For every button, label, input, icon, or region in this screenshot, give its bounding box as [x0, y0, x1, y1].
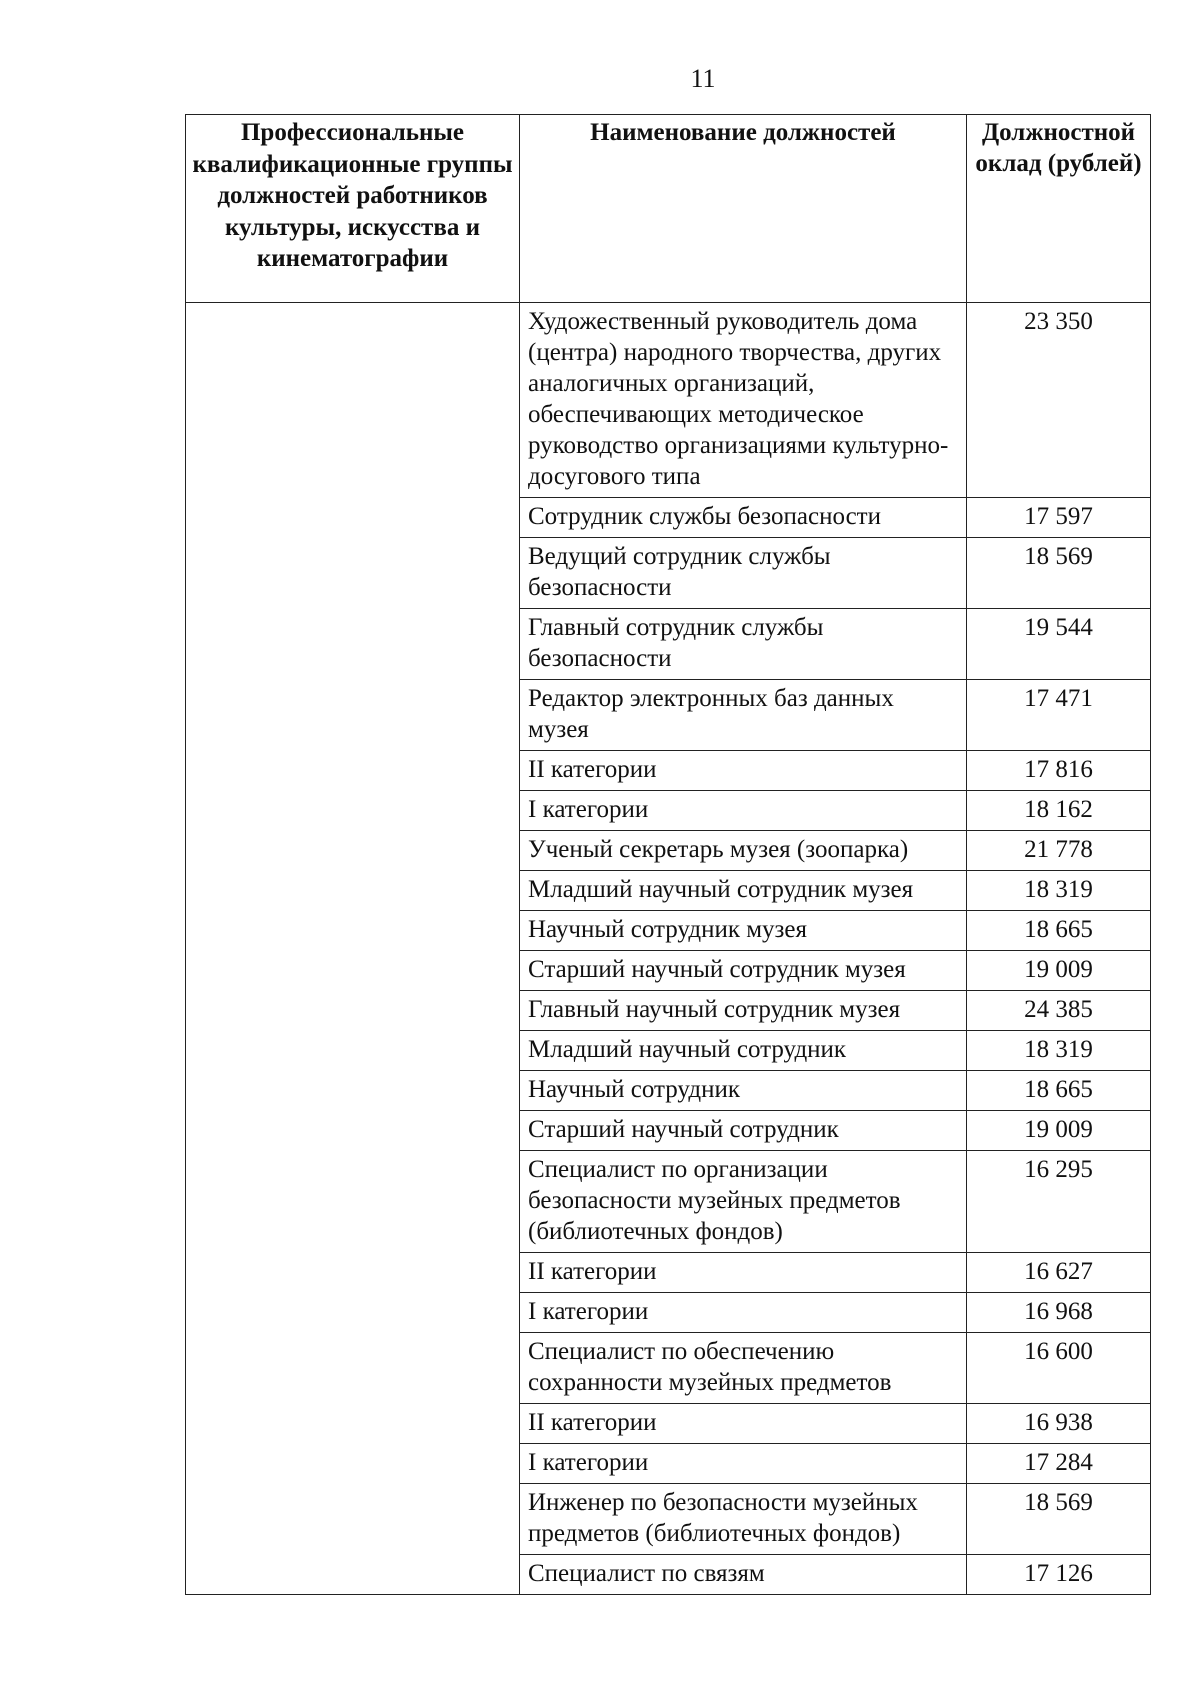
salary-cell: 18 569	[967, 538, 1151, 609]
salary-table	[185, 114, 1151, 1595]
table-body	[186, 303, 1151, 1595]
salary-cell: 19 544	[967, 609, 1151, 680]
position-cell: I категории	[520, 791, 967, 831]
position-cell: II категории	[520, 751, 967, 791]
position-cell: Сотрудник службы безопасности	[520, 498, 967, 538]
salary-cell: 17 597	[967, 498, 1151, 538]
position-cell: Инженер по безопасности музейных предметов (библиотечных фондов)	[520, 1484, 967, 1555]
position-cell: Старший научный сотрудник	[520, 1111, 967, 1151]
position-cell: I категории	[520, 1293, 967, 1333]
position-cell: I категории	[520, 1444, 967, 1484]
salary-cell: 18 319	[967, 1031, 1151, 1071]
position-cell: Младший научный сотрудник	[520, 1031, 967, 1071]
table-row	[186, 303, 1151, 498]
salary-cell: 18 569	[967, 1484, 1151, 1555]
position-cell: Специалист по связям	[520, 1555, 967, 1595]
salary-cell: 19 009	[967, 951, 1151, 991]
position-cell: II категории	[520, 1404, 967, 1444]
position-cell: Редактор электронных баз данных музея	[520, 680, 967, 751]
position-cell: Специалист по обеспечению сохранности музейных предметов	[520, 1333, 967, 1404]
position-cell: Специалист по организации безопасности музейных предметов (библиотечных фондов)	[520, 1151, 967, 1253]
salary-cell: 16 295	[967, 1151, 1151, 1253]
position-cell: Ученый секретарь музея (зоопарка)	[520, 831, 967, 871]
header-salary: Должностной оклад (рублей)	[967, 115, 1151, 303]
salary-cell: 18 162	[967, 791, 1151, 831]
salary-cell: 17 126	[967, 1555, 1151, 1595]
salary-cell: 21 778	[967, 831, 1151, 871]
salary-cell: 17 284	[967, 1444, 1151, 1484]
header-group: Профессиональные квалификационные группы должностей работников культуры, искусства и кинематографии	[186, 115, 520, 303]
position-cell: II категории	[520, 1253, 967, 1293]
salary-cell: 18 665	[967, 1071, 1151, 1111]
header-position: Наименование должностей	[520, 115, 967, 303]
salary-cell: 18 319	[967, 871, 1151, 911]
salary-cell: 17 471	[967, 680, 1151, 751]
position-cell: Научный сотрудник музея	[520, 911, 967, 951]
position-cell: Ведущий сотрудник службы безопасности	[520, 538, 967, 609]
position-cell: Художественный руководитель дома (центра) народного творчества, других аналогичных организаций, обеспечивающих методическое руководство организациями культурно-досугового типа	[520, 303, 967, 498]
salary-cell: 16 938	[967, 1404, 1151, 1444]
page-number: 11	[690, 64, 716, 93]
header-row	[186, 115, 1151, 303]
group-cell	[186, 303, 520, 1595]
position-cell: Младший научный сотрудник музея	[520, 871, 967, 911]
salary-cell: 23 350	[967, 303, 1151, 498]
salary-cell: 16 627	[967, 1253, 1151, 1293]
position-cell: Главный научный сотрудник музея	[520, 991, 967, 1031]
salary-cell: 17 816	[967, 751, 1151, 791]
salary-cell: 19 009	[967, 1111, 1151, 1151]
salary-cell: 24 385	[967, 991, 1151, 1031]
table-header	[186, 115, 1151, 303]
position-cell: Старший научный сотрудник музея	[520, 951, 967, 991]
salary-cell: 16 968	[967, 1293, 1151, 1333]
salary-cell: 18 665	[967, 911, 1151, 951]
position-cell: Научный сотрудник	[520, 1071, 967, 1111]
salary-cell: 16 600	[967, 1333, 1151, 1404]
position-cell: Главный сотрудник службы безопасности	[520, 609, 967, 680]
